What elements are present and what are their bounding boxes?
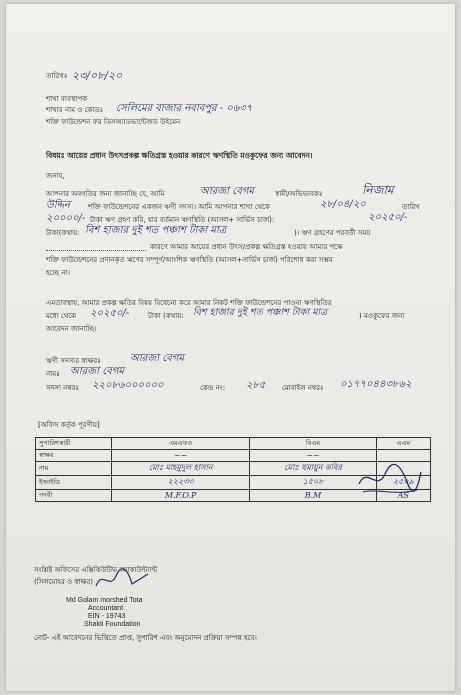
table-cell: M.F.O.P [111,490,250,502]
organization-name: শক্তি ফাউন্ডেশন ফর ডিসঅ্যাডভান্টেজড উইমেন [46,118,181,126]
balance-handwritten: ২০২৫০/- [368,212,408,223]
subject-line: বিষয়ঃ আয়ের প্রধান উৎসপ্রকল্প ক্ষতিগ্রস্ত হওয়ার কারণে ঋণস্থিতি মওকুফের জন্য আবেদন। [46,151,313,160]
table-cell: B.M [250,490,376,502]
table-cell: মোঃ হুমায়ুন কবির [250,462,376,476]
seal-title: Accountant [88,605,124,612]
para2-text: আবেদন জানাচ্ছি। [46,325,97,333]
waiver-amount-handwritten: ২০২৫০/- [90,308,130,319]
table-cell: AS [376,490,430,502]
seal-name: Md Golam morshed Tota [66,597,143,604]
member-name-label: নামঃ [46,370,60,378]
approval-subtitle: (সিলমোহর ও স্বাক্ষর) [34,578,93,586]
waiver-words-handwritten: বিশ হাজার দুই শত পঞ্চাশ টাকা মাত্র [193,307,328,318]
member-id-value: ২২০৮৬০০০০০০ [92,380,164,391]
addressee-title: শাখা ব্যবস্থাপক [46,95,88,103]
table-header-row [36,438,431,450]
accountant-seal [66,597,143,629]
table-header: এমএফও [111,438,250,450]
office-use-label: [অফিস কর্তৃক পূরণীয়] [38,421,100,429]
para1-text: কারণে আমার আয়ের প্রধান উৎস/প্রকল্প ক্ষতিগ্রস্ত হওয়ায় আমার পক্ষে [150,243,343,251]
row-label: পদবী [36,490,112,502]
para1-text: আপনার অবগতির জন্য জানাচ্ছি যে, আমি [46,190,165,198]
para2-text: ) মওকুফের জন্য [359,312,405,320]
member-id-label: সদস্য নম্বরঃ [46,384,80,392]
center-value: ২৮৫ [246,380,266,391]
table-cell: ১৫০৮ [250,476,376,490]
para1-text: টাকা(কথায়: [46,229,80,237]
member-name-value: আরজা বেগম [70,366,124,377]
member-signature-label: ঋণী সদস্যর স্বাক্ষরঃ [46,357,101,365]
seal-organization: Shakti Foundation [84,621,141,628]
mfo-signature-cell: ~~ [111,450,250,462]
amount-in-words-handwritten: বিশ হাজার দুই শত পঞ্চাশ টাকা মাত্র [85,225,227,236]
table-cell: ২২২৩৩ [111,476,250,490]
mobile-value: ০১৭৭০৪৪৩৮৬২ [340,379,412,390]
para1-text: হচ্ছে না। [46,269,71,277]
para1-text: শক্তি ফাউন্ডেশনের একজন ঋণী সদস্য। আমি আপনার শাখা থেকে [88,203,270,211]
accountant-signature [92,568,152,594]
guardian-label: স্বামী/অভিভাবকঃ [275,190,323,198]
para1-text: )। ঋণ গ্রহণের পরবর্তী সময় [294,229,371,237]
para2-text: এমতাবস্থায়, আমার প্রকল্প ক্ষতির বিষয় বিবেচনা করে আমার নিকট শক্তি ফাউন্ডেশনের পাওনা ঋণস্থিতির [46,299,332,307]
para2-text: মধ্যে থেকে [46,312,76,320]
para2-text: টাকা (কথায়: [148,312,184,320]
footer-note: নোট- এই আবেদনের ভিত্তিতে প্রাপ্ত, সুপারিশ এবং অনুমোদন প্রক্রিয়া সম্পন্ন হবে। [34,634,257,642]
am-signature-scribble [355,462,425,502]
table-cell: মোঃ মাহমুদুল হাসান [111,462,250,476]
salutation: জনাব, [46,172,65,180]
date-value: ২৩/০৮/২০ [72,69,123,82]
guardian-handwritten-cont: উদ্দিন [46,200,71,211]
loan-date-handwritten: ২৮/০৪/২০ [320,199,366,210]
row-label: নাম [36,462,112,476]
seal-ein: EIN - 19743 [88,613,126,620]
table-header: বিএম [250,438,376,450]
bm-signature-cell: ~~ [250,450,376,462]
am-signature-cell [376,450,430,462]
para1-text: তারিখ [402,203,420,211]
para1-text: টাকা ঋণ গ্রহণ করি, যার বর্তমান ঋণস্থিতি (আসল+ সার্ভিস চার্জ): [90,216,275,224]
table-header: এএম [376,438,430,450]
branch-label: শাখার নাম ও কোডঃ [46,106,104,114]
table-header: সুপারিশকারী [36,438,112,450]
member-signature: আরজা বেগম [130,353,184,364]
mobile-label: মোবাইল নম্বরঃ [282,384,324,392]
branch-value: সেলিমের বাজার নবাবপুর - ০৬৩৭ [116,103,253,114]
row-label: ইআইডি [36,476,112,490]
guardian-handwritten: নিজাম [362,183,394,197]
row-label: স্বাক্ষর [36,450,112,462]
loan-amount-handwritten: ২০০০০/- [46,213,86,224]
date-label: তারিখঃ [46,72,68,80]
table-row [36,450,431,462]
para1-text: শক্তি ফাউন্ডেশনের প্রদানকৃত ঋণের সম্পূর্ণ/আংশিক ঋণস্থিতি (আসল+সার্ভিস চার্জ) পরিশোধ করা সম্ভব [46,256,333,264]
member-name-handwritten: আরজা বেগম [200,186,254,197]
table-cell: ২৫০৯ [376,476,430,490]
blank-line [46,250,146,251]
approval-title: সংশ্লিষ্ট অফিসের এক্সিকিউটিভ অ্যাকাউন্ট্যান্ট [34,566,157,574]
center-label: কেন্দ্র নং: [200,384,226,392]
